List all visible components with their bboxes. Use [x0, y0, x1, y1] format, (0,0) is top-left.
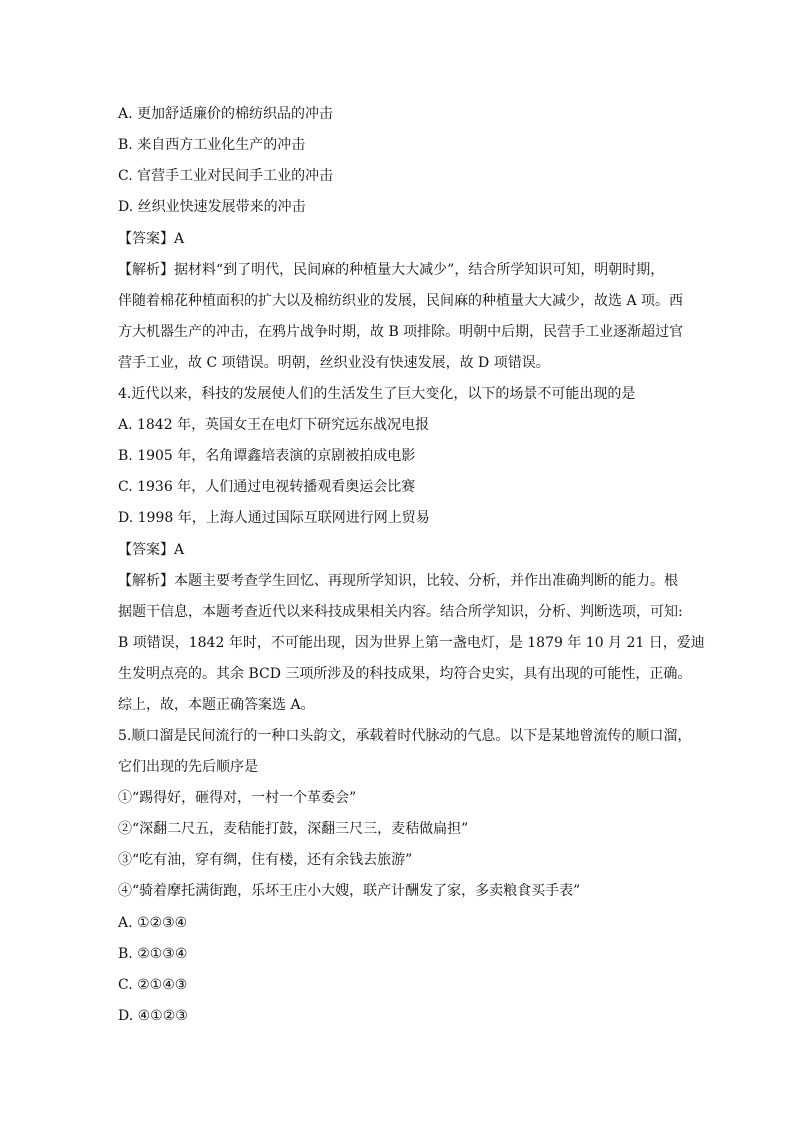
q3-option-d: D. 丝织业快速发展带来的冲击	[118, 199, 306, 215]
q5-stem-line-1: 5.顺口溜是民间流行的一种口头韵文，承载着时代脉动的气息。以下是某地曾流传的顺口溜，	[118, 728, 692, 744]
q3-option-c: C. 官营手工业对民间手工业的冲击	[118, 168, 334, 184]
q4-analysis-line-3: B 项错误，1842 年时，不可能出现，因为世界上第一盏电灯，是 1879 年 10 月 21 日，爱迪	[118, 635, 705, 651]
q5-item-4: ④“骑着摩托满街跑，乐坏王庄小大嫂，联产计酬发了家，多卖粮食买手表”	[118, 883, 581, 899]
q5-option-a: A. ①②③④	[118, 915, 188, 931]
q3-analysis-line-2: 伴随着棉花种植面积的扩大以及棉纺织业的发展，民间麻的种植量大大减少，故选 A 项。西	[118, 293, 684, 309]
q5-option-b: B. ②①③④	[118, 946, 188, 962]
q3-analysis-line-4: 营手工业，故 C 项错误。明朝，丝织业没有快速发展，故 D 项错误。	[118, 355, 550, 371]
q5-option-c: C. ②①④③	[118, 977, 188, 993]
q4-analysis-line-5: 综上，故，本题正确答案选 A。	[118, 697, 315, 713]
q5-option-d: D. ④①②③	[118, 1008, 188, 1024]
q4-option-b: B. 1905 年，名角谭鑫培表演的京剧被拍成电影	[118, 448, 416, 464]
q4-stem: 4.近代以来，科技的发展使人们的生活发生了巨大变化，以下的场景不可能出现的是	[118, 386, 636, 402]
q3-analysis-line-3: 方大机器生产的冲击，在鸦片战争时期，故 B 项排除。明朝中后期，民营手工业逐渐超过官	[118, 324, 684, 340]
q5-stem-line-2: 它们出现的先后顺序是	[118, 759, 258, 775]
q3-answer: 【答案】A	[118, 231, 185, 247]
q4-option-c: C. 1936 年，人们通过电视转播观看奥运会比赛	[118, 479, 416, 495]
q3-analysis-line-1: 【解析】据材料“到了明代，民间麻的种植量大大减少”，结合所学知识可知，明朝时期，	[118, 262, 665, 278]
q5-item-1: ①“踢得好，砸得对，一村一个革委会”	[118, 790, 357, 806]
q4-option-d: D. 1998 年，上海人通过国际互联网进行网上贸易	[118, 510, 430, 526]
q5-item-3: ③“吃有油，穿有绸，住有楼，还有余钱去旅游”	[118, 852, 413, 868]
q4-analysis-line-4: 生发明点亮的。其余 BCD 三项所涉及的科技成果，均符合史实，具有出现的可能性，正确。	[118, 666, 692, 682]
q3-option-b: B. 来自西方工业化生产的冲击	[118, 137, 306, 153]
q4-analysis-line-1: 【解析】本题主要考查学生回忆、再现所学知识，比较、分析，并作出准确判断的能力。根	[118, 573, 678, 589]
q5-item-2: ②“深翻二尺五，麦秸能打鼓，深翻三尺三，麦秸做扁担”	[118, 821, 469, 837]
q4-option-a: A. 1842 年，英国女王在电灯下研究远东战况电报	[118, 417, 430, 433]
q4-answer: 【答案】A	[118, 542, 185, 558]
q4-analysis-line-2: 据题干信息，本题考查近代以来科技成果相关内容。结合所学知识，分析、判断选项，可知:	[118, 604, 683, 620]
q3-option-a: A. 更加舒适廉价的棉纺织品的冲击	[118, 106, 334, 122]
